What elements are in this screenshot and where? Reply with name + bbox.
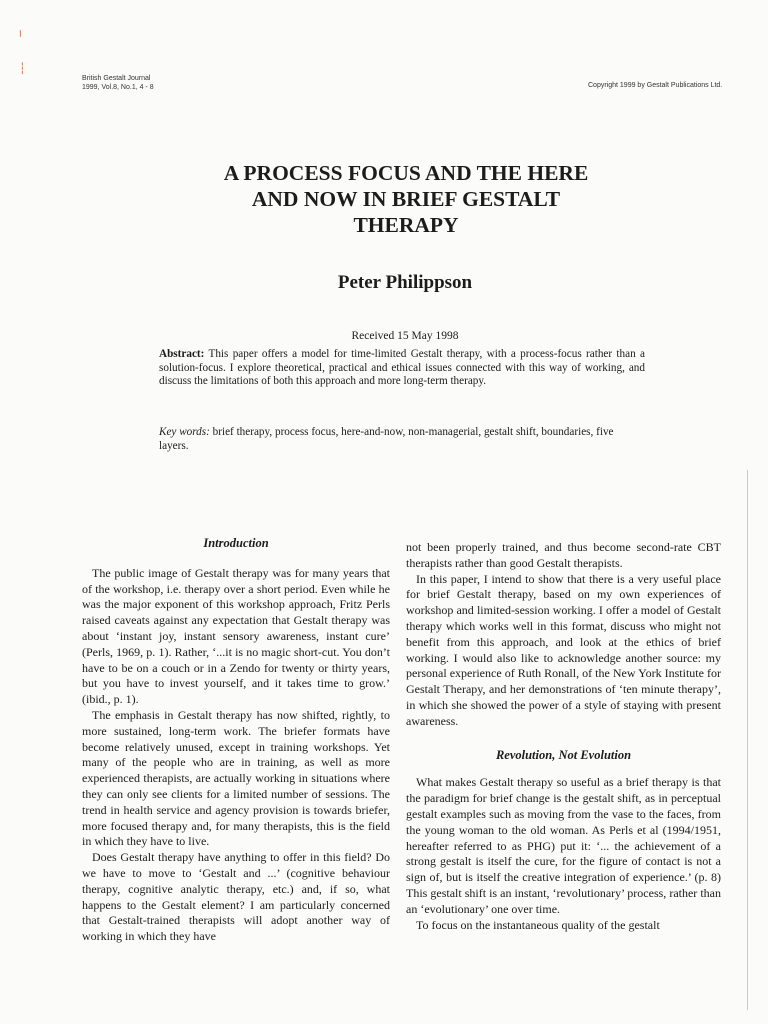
journal-citation — [82, 74, 154, 92]
article-title — [150, 160, 662, 238]
right-column — [406, 540, 721, 933]
abstract-label: Abstract: — [159, 348, 205, 360]
left-column — [82, 536, 390, 945]
title-line: A PROCESS FOCUS AND THE HERE — [223, 161, 589, 185]
author-name: Peter Philippson — [337, 272, 473, 293]
body-paragraph: In this paper, I intend to show that there is a very useful place for brief Gestalt therapy, based on my own experiences of workshop and limited-session working. I offer a model of Gestalt therapy which works well in this format, discuss who might not benefit from this approach, and look at the ethics of brief working. I would also like to acknowledge another source: my personal experience of Ruth Ronall, of the New York Institute for Gestalt Therapy, and her demonstrations of ‘ten minute therapy’, in which she showed the power of a style of staying with present awareness. — [406, 571, 721, 728]
body-paragraph-continued: not been properly trained, and thus become second-rate CBT therapists rather than good Gestalt therapists. — [406, 540, 721, 570]
keywords-label: Key words: — [159, 426, 210, 438]
body-paragraph: What makes Gestalt therapy so useful as a brief therapy is that the paradigm for brief change is the gestalt shift, as in perceptual gestalt examples such as moving from the vase to the faces, from the young woman to the old woman. As Perls et al (1994/1951, hereafter referred to as PHG) put it: ‘... the achievement of a strong gestalt is itself the cure, for the figure of contact is not a sign of, but is itself the creative integration of experience.’ (p. 8) This gestalt shift is an instant, ‘revolutionary’ process, rather than an ‘evolutionary’ one over time. — [406, 775, 721, 916]
journal-name: British Gestalt Journal — [82, 75, 151, 82]
title-line: THERAPY — [353, 213, 459, 237]
keywords-text: brief therapy, process focus, here-and-now, non-managerial, gestalt shift, boundaries, five layers. — [159, 426, 614, 452]
section-heading-revolution: Revolution, Not Evolution — [495, 747, 632, 762]
body-paragraph: To focus on the instantaneous quality of the gestalt — [416, 917, 660, 932]
title-line: AND NOW IN BRIEF GESTALT — [251, 187, 561, 211]
keywords — [159, 426, 645, 453]
body-paragraph: The public image of Gestalt therapy was for many years that of the workshop, i.e. therapy over a short period. Even while he was the major exponent of this workshop approach, Fritz Perls raised caveats against any expectation that Gestalt therapy was about ‘instant joy, instant sensory awareness, instant cure’ (Perls, 1969, p. 1). Rather, ‘...it is no magic short-cut. You don’t have to be on a couch or in a Zendo for twenty or thirty years, but you have to invest yourself, and it takes time to grow.’ (ibid., p. 1). — [82, 565, 390, 707]
journal-volume: 1999, Vol.8, No.1, 4 - 8 — [82, 84, 154, 91]
page-edge-shadow — [747, 470, 748, 1010]
abstract-text: This paper offers a model for time-limited Gestalt therapy, with a process-focus rather than a solution-focus. I explore theoretical, practical and ethical issues connected with this way of working, and discuss the limitations of both this approach and more long-term therapy. — [159, 348, 645, 388]
margin-pen-mark: ┆ — [19, 63, 26, 75]
body-paragraph: The emphasis in Gestalt therapy has now shifted, rightly, to more sustained, long-term work. The briefer formats have become relatively unused, except in training workshops. Yet many of the people who are in training, as well as more experienced therapists, are actually working in situations where they can only see clients for a limited number of sessions. The trend in health service and agency provision is towards briefer, more focused therapy and, for many therapists, this is the field in which they have to live. — [82, 707, 390, 849]
received-date: Received 15 May 1998 — [351, 330, 459, 342]
copyright-notice: Copyright 1999 by Gestalt Publications Ltd. — [588, 82, 723, 89]
margin-pen-mark: ╷ — [17, 25, 24, 37]
body-paragraph: Does Gestalt therapy have anything to offer in this field? Do we have to move to ‘Gestalt and ...’ (cognitive behaviour therapy, cognitive analytic therapy, etc.) and, if so, what happens to the Gestalt element? I am particularly concerned that Gestalt-trained therapists will adopt another way of working in which they have — [82, 850, 390, 944]
section-heading-introduction: Introduction — [203, 536, 269, 550]
abstract — [159, 348, 645, 389]
